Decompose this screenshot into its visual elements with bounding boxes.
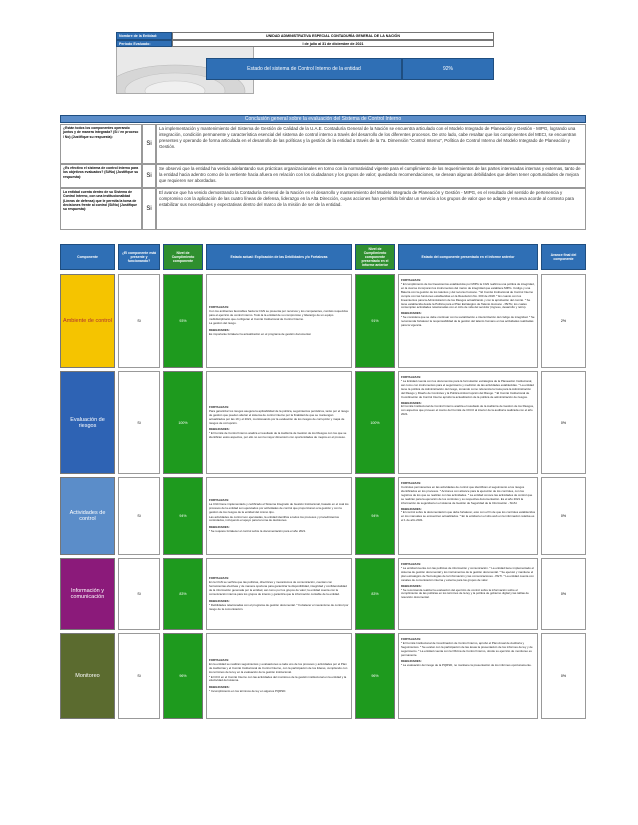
conclusion-text: La implementación y mantenimiento del Sistema de Gestión de Calidad de la U.A.E. Contaduría General de la Nación se encuentra articulado con el Modelo Integrado de Planeación y Gestión - MIPG, logrando una integración, condición permanente y característica esencial del sistema de control interno a través del desarrollo de los diferentes procesos. De otro lado, cabe resaltar que los componentes del MECI, se encuentran presentes y operando de forma articulada en el desarrollo de las políticas y la gestión de la entidad a través de la 7a. Dimensión "Control Interno", Política de Control Interno del Modelo Integrado de Planeación y Gestión. — [156, 124, 586, 164]
state-text: * Se requiere fortalecer el control sobre la documentación para el año 2021. — [209, 529, 307, 534]
state-text: * El control sobre la documentación que debe fortalecer, esto con el fin de que los controles establecidos en los manuales se encuentren actualizados. * En la entidad en el sitio web en la información relativa es el 1 de año 2021. — [401, 510, 536, 523]
state-heading: FORTALEZAS: — [401, 481, 422, 485]
th-level: Nivel de Cumplimiento componente — [163, 244, 203, 270]
component-current-state — [206, 371, 352, 474]
component-current-state — [206, 274, 352, 368]
conclusion-text: El avance que ha venido demostrando la Contaduría General de la Nación en el desarrollo y mantenimiento del Modelo Integrado de Planeación y Gestión - MIPG, es el resultado del sentido de pertenencia y compromiso con la aplicación de las cuatro líneas de defensa, liderazgo en la Alta Dirección, cuyas acciones han permitido brindar un servicio a los grupos de valor que se adapte y renueva acorde al contexto para estabilizar sus necesidades y expectativas dentro del marco de la misión de ser de la entidad. — [156, 188, 586, 230]
conclusion-answer: Si — [142, 124, 156, 164]
conclusion-question: La entidad cuenta dentro de su Sistema de Control Interno, con una institucionalidad (Líneas de defensa) que le permita la toma de decisiones frente al control (Si/No) (Justifique su respuesta): — [60, 188, 142, 230]
state-text: Las actividades de control son ejecutadas, la entidad identifica a todos los procesos y procedimientos controlados, incluyendo el apoyo para la toma de decisiones. — [209, 514, 339, 523]
component-advance: 0% — [541, 477, 586, 555]
th-prev-state: Estado del componente presentado en el informe anterior — [398, 244, 538, 270]
component-prev-state — [398, 633, 538, 719]
state-heading: FORTALEZAS: — [209, 304, 230, 309]
component-prev-level: 83% — [355, 558, 395, 630]
component-level: 94% — [163, 477, 203, 555]
state-heading: DEBILIDADES: — [209, 598, 230, 603]
state-heading: DEBILIDADES: — [209, 525, 230, 530]
component-advance: 0% — [541, 558, 586, 630]
state-text: * Se considera que se debe continuar con la socialización e interiorización del código de integridad. * Se recomienda fortalecer la responsabilidad de la gestión del talento humano en las actividades realizadas para la vigencia. — [401, 315, 535, 328]
conclusion-text: Se observó que la entidad ha venido adelantando sus prácticas organizacionales en torno con la normatividad vigente para el cumplimiento de los requerimientos de las partes interesadas internas y externas, tanto de la entidad hacia adentro como de la vertiente hacia afuera en relación con los ciudadanos y los grupos de valor; quedando recomendaciones, se desean algunas debilidades que deben tener oportunidades de mejora que requieren ser abordadas. — [156, 164, 586, 188]
state-heading: DEBILIDADES: — [401, 400, 422, 405]
state-heading: FORTALEZAS: — [209, 657, 230, 662]
state-heading: FORTALEZAS: — [401, 562, 422, 566]
state-heading: DEBILIDADES: — [401, 506, 422, 511]
conclusion-question: ¿Están todos los componentes operando juntos y de manera integrada? (Si / en proceso / No) (Justifique su respuesta): — [60, 124, 142, 164]
component-prev-level: 96% — [355, 633, 395, 719]
state-heading: FORTALEZAS: — [401, 278, 422, 282]
component-name: Información y comunicación — [60, 558, 115, 630]
state-text: En la entidad se realizan seguimientos y evaluaciones a cada uno de los procesos y actividades por el Plan de Auditorías y el Comité Institucional de Control Interno, con la participación de los líderes, cumpliendo con los términos de la ley en la evaluación de la gestión institucional. — [209, 661, 348, 674]
period-label: Periodo Evaluado: — [116, 40, 172, 47]
state-heading: FORTALEZAS: — [209, 404, 230, 409]
component-name: Actividades de control — [60, 477, 115, 555]
state-heading: FORTALEZAS: — [209, 576, 230, 581]
state-heading: FORTALEZAS: — [401, 637, 422, 641]
component-prev-state — [398, 558, 538, 630]
state-heading: DEBILIDADES: — [209, 685, 230, 690]
component-advance: 0% — [541, 371, 586, 474]
state-text: Es importante fortalecer la actualización en el programa de gestión documental. — [209, 332, 312, 337]
state-heading: FORTALEZAS: — [401, 375, 422, 379]
state-text: * La evaluación del riesgo de la PQRSD, no mantiene la presentación de los informes oportunamente. — [401, 662, 532, 667]
th-operating: ¿El componente está presente y funcionando? — [118, 244, 160, 270]
state-text: * El Comité Institucional de Coordinación de Control Interno, aprobó el Plan Anual de Auditoría y Seguimientos. * Se evaluó con la participación de las áreas la presentación de los informes de ley y de seguimiento. * La entidad cuenta con la Oficina de Control Interno, donde su ejercicio de monitoreo es permanente. — [401, 640, 533, 657]
component-name: Evaluación de riesgos — [60, 371, 115, 474]
state-heading: DEBILIDADES: — [401, 311, 422, 316]
conclusion-title: Conclusión general sobre la evaluación del Sistema de Control Interno — [60, 115, 586, 123]
entity-value: UNIDAD ADMINISTRATIVA ESPECIAL CONTADURÍA GENERAL DE LA NACIÓN — [172, 32, 494, 40]
component-level: 100% — [163, 371, 203, 474]
component-current-state — [206, 477, 352, 555]
state-text: La gestión del riesgo. — [209, 321, 237, 326]
conclusion-question: ¿Es efectivo el sistema de control interno para los objetivos evaluados? (Si/No) (Justifique su respuesta): — [60, 164, 142, 188]
state-heading: DEBILIDADES: — [209, 427, 230, 432]
component-level: 93% — [163, 274, 203, 368]
state-text: * Debilidades relacionadas con el programa de gestión documental. * Fortalecer el mecanismo de control por riesgo de la comunicación. — [209, 602, 349, 611]
control-status-label: Estado del sistema de Control Interno de la entidad — [206, 58, 402, 80]
state-heading: DEBILIDADES: — [401, 583, 422, 588]
state-text: * El Comité de Control Interno analiza el resultado de la Auditoría de Gestión de los Riesgos con los que se identifican estos aspectos, por ello no son la mayor dimensión con oportunidades de mejora en el proceso. — [209, 431, 347, 440]
th-prev-level: Nivel de Cumplimiento componente presentado en el informe anterior — [355, 244, 395, 270]
state-heading: DEBILIDADES: — [209, 328, 230, 333]
component-operating: Si — [118, 274, 160, 368]
control-status-value: 92% — [402, 58, 494, 80]
state-text: Con los ambientes favorables hacia la CGN se presenta por recursos y los competentes, comités requeridos para el ejercicio de control interno. Todo la la entidad de su compromiso y liderazgo de un equipo multidisciplinario que configuran el Comité Institucional de Control Interno. — [209, 308, 348, 321]
state-text: * La entidad cuenta con las políticas de información y comunicación. * La entidad tiene implementado el sistema de gestión documental y los instrumentos de la gestión documental. * Se ejecutó y mantiene el plan estratégico de Tecnologías de la Información y las comunicaciones - PETI. * La entidad cuenta con canales de comunicación interna y externa para los grupos de valor. — [401, 565, 534, 582]
component-operating: Si — [118, 633, 160, 719]
component-level: 83% — [163, 558, 203, 630]
component-operating: Si — [118, 477, 160, 555]
state-text: Controles permanentes en las actividades de control que identifican el seguimiento a los riesgos identificados en los procesos. * Acciones con alcance para la ejecución de los controles, con los registros de los que se realizan con las actividades. * La entidad conoce las actividades de control que se realizan para la ejecución de los controles y su respectiva documentación. Es el año 2021 la información de seguridad en el sistema de Gestión de Seguridad de la Información - SGSI. — [401, 484, 533, 505]
component-prev-level: 100% — [355, 371, 395, 474]
entity-label: Nombre de la Entidad: — [116, 32, 172, 40]
component-current-state — [206, 558, 352, 630]
state-text: El Comité Institucional de Control Interno analiza el resultado de la Auditoría de Gestión de los Riesgos, con aspectos que proveen el marco del Comité de CICCI al interior de la auditoría realizada con el año 2021. — [401, 404, 534, 417]
component-operating: Si — [118, 558, 160, 630]
conclusion-answer: Si — [142, 188, 156, 230]
component-prev-level: 91% — [355, 274, 395, 368]
component-prev-state — [398, 274, 538, 368]
component-prev-state — [398, 371, 538, 474]
component-level: 96% — [163, 633, 203, 719]
th-component: Componente — [60, 244, 115, 270]
state-heading: DEBILIDADES: — [401, 658, 422, 663]
component-advance: 2% — [541, 274, 586, 368]
state-text: * El CICI en el Comité Interno con las actividades del monitoreo de la gestión institucional en la entidad y la efectividad del sistema. — [209, 674, 347, 683]
state-text: La CGN tiene implementado y certificado el Sistema Integrado de Gestión Institucional, basado en el cual los procesos de la entidad son ejecutados por actividades de control que proporcionan a la gestión y con la gestión de los riesgos de la entidad del mismo tipo. — [209, 501, 349, 514]
state-text: * La Entidad cuenta con los documentos para la formulación estratégica de la Planeación Institucional, así como con instrumentos para el seguimiento y medición de las actividades establecidas. * La entidad tiene la política de Administración del riesgo, tomando como referencia la Guía para la Administración del Riesgo y Diseño de Controles y la Política Anticorrupción del Riesgo. * El Comité Institucional de Coordinación de Control Interno aprobó la actualización de la política de administración de riesgos. — [401, 378, 534, 399]
state-text: En la CGN se verifica que las políticas, directrices y mecanismos de comunicación, cuentan con herramientas efectivas y de manera oportuna para garantizar la disponibilidad, integridad y confidencialidad de la información generada por la entidad, así como por los grupos de valor; la entidad cuenta con la comunicación interna para los grupos de interés y garantiza que la información contable de la entidad. — [209, 580, 347, 596]
state-heading: FORTALEZAS: — [209, 497, 230, 502]
component-name: Ambiente de control — [60, 274, 115, 368]
component-current-state — [206, 633, 352, 719]
th-advance: Avance final del componente — [541, 244, 586, 270]
component-prev-state — [398, 477, 538, 555]
state-text: Para garantizar los riesgos asegura la aplicabilidad de la política, seguimientos periódicos, tanto por el riesgo de gestión que pueden afectar el sistema de control interno por la finalidad de que se mantengan actualizados por las 19 y el 2021, monitoreando por la evaluación de los riesgos de corrupción y mapa de riesgos de corrupción. — [209, 408, 349, 425]
component-advance: 0% — [541, 633, 586, 719]
state-text: * Incumplimiento en los términos de ley en algunos PQRSD. — [209, 689, 287, 694]
state-text: * El cumplimiento de los lineamientos establecidos por MIPG la CGN reafirma una política de integridad, en la cual se incorporan los instrumentos del marco de integridad que establece MIPG. Código y una Batería con la gestión de los talentos y del recurso humano. * El Comité Institucional de Control Interno cumple con las funciones establecidas en la Resolución No. 000 de 2018. * En cuanto con los lineamientos para la Administración de los Riesgos actualizando y con la aprobación del comité. * Se tiene establecida desde la Política para el Plan Estratégico de Talento Humano - PETH, los cuales contemplan actividades relacionadas con el ciclo de vida del servidor (ingreso, desarrollo y retiro). — [401, 281, 535, 310]
component-name: Monitoreo — [60, 633, 115, 719]
period-value: I de julio al 31 de diciembre de 2021 — [172, 40, 494, 47]
component-prev-level: 94% — [355, 477, 395, 555]
th-current-state: Estado actual: Explicación de las Debilidades y/o Fortalezas — [206, 244, 352, 270]
conclusion-answer: Si — [142, 164, 156, 188]
state-text: * Se recomienda realizar la evaluación del ejercicio de control sobre la información sobre el cumplimiento de las políticas en los términos de la ley y la política de gobierno digital y las tablas de retención documental. — [401, 587, 529, 600]
component-operating: Si — [118, 371, 160, 474]
